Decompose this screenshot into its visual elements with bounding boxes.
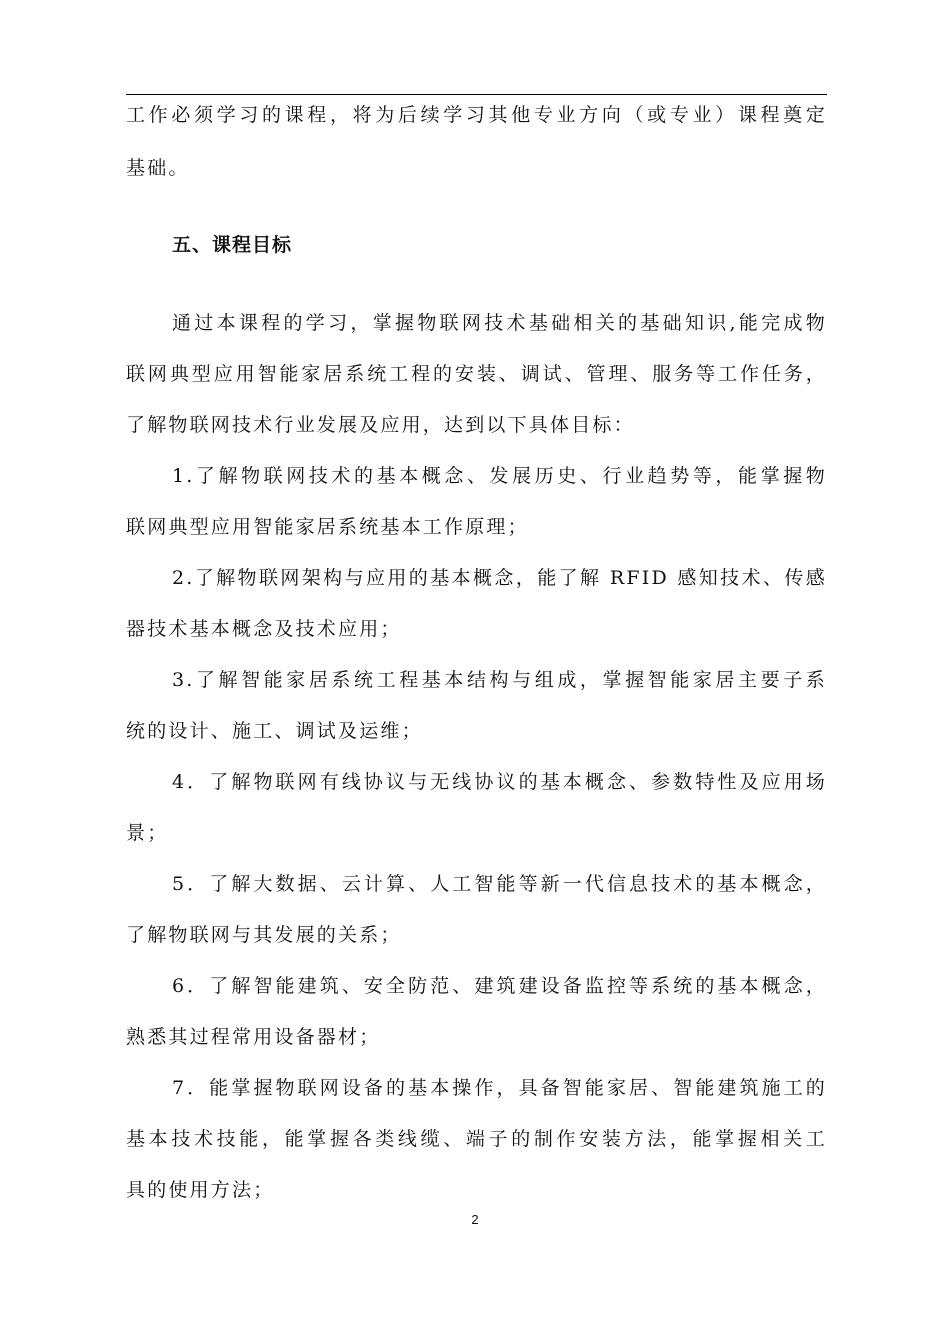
- list-item-line: 5．了解大数据、云计算、人工智能等新一代信息技术的基本概念，: [172, 873, 827, 895]
- list-item-line: 1.了解物联网技术的基本概念、发展历史、行业趋势等，能掌握物: [172, 465, 827, 487]
- list-item-line: 3.了解智能家居系统工程基本结构与组成，掌握智能家居主要子系: [172, 669, 827, 691]
- body-line: 工作必须学习的课程，将为后续学习其他专业方向（或专业）课程奠定: [126, 104, 827, 126]
- body-line: 了解物联网技术行业发展及应用，达到以下具体目标：: [126, 414, 635, 436]
- list-item-line: 熟悉其过程常用设备器材；: [126, 1026, 381, 1048]
- list-item-line: 了解物联网与其发展的关系；: [126, 924, 402, 946]
- body-line: 基础。: [126, 157, 190, 179]
- list-item-line: 具的使用方法；: [126, 1179, 275, 1201]
- list-item-line: 4．了解物联网有线协议与无线协议的基本概念、参数特性及应用场: [172, 771, 827, 793]
- body-line: 通过本课程的学习，掌握物联网技术基础相关的基础知识,能完成物: [172, 312, 827, 334]
- list-item-line: 2.了解物联网架构与应用的基本概念，能了解 RFID 感知技术、传感: [172, 567, 827, 589]
- list-item-line: 联网典型应用智能家居系统基本工作原理；: [126, 516, 529, 538]
- section-heading: 五、课程目标: [172, 234, 293, 256]
- list-item-line: 统的设计、施工、调试及运维；: [126, 720, 423, 742]
- list-item-line: 6．了解智能建筑、安全防范、建筑建设备监控等系统的基本概念，: [172, 975, 827, 997]
- list-item-line: 7．能掌握物联网设备的基本操作，具备智能家居、智能建筑施工的: [172, 1077, 827, 1099]
- page-number: 2: [471, 1212, 479, 1227]
- list-item-line: 基本技术技能，能掌握各类线缆、端子的制作安装方法，能掌握相关工: [126, 1128, 827, 1150]
- list-item-line: 器技术基本概念及技术应用；: [126, 618, 402, 640]
- header-rule: [126, 94, 827, 95]
- body-line: 联网典型应用智能家居系统工程的安装、调试、管理、服务等工作任务，: [126, 363, 827, 385]
- list-item-line: 景；: [126, 822, 169, 844]
